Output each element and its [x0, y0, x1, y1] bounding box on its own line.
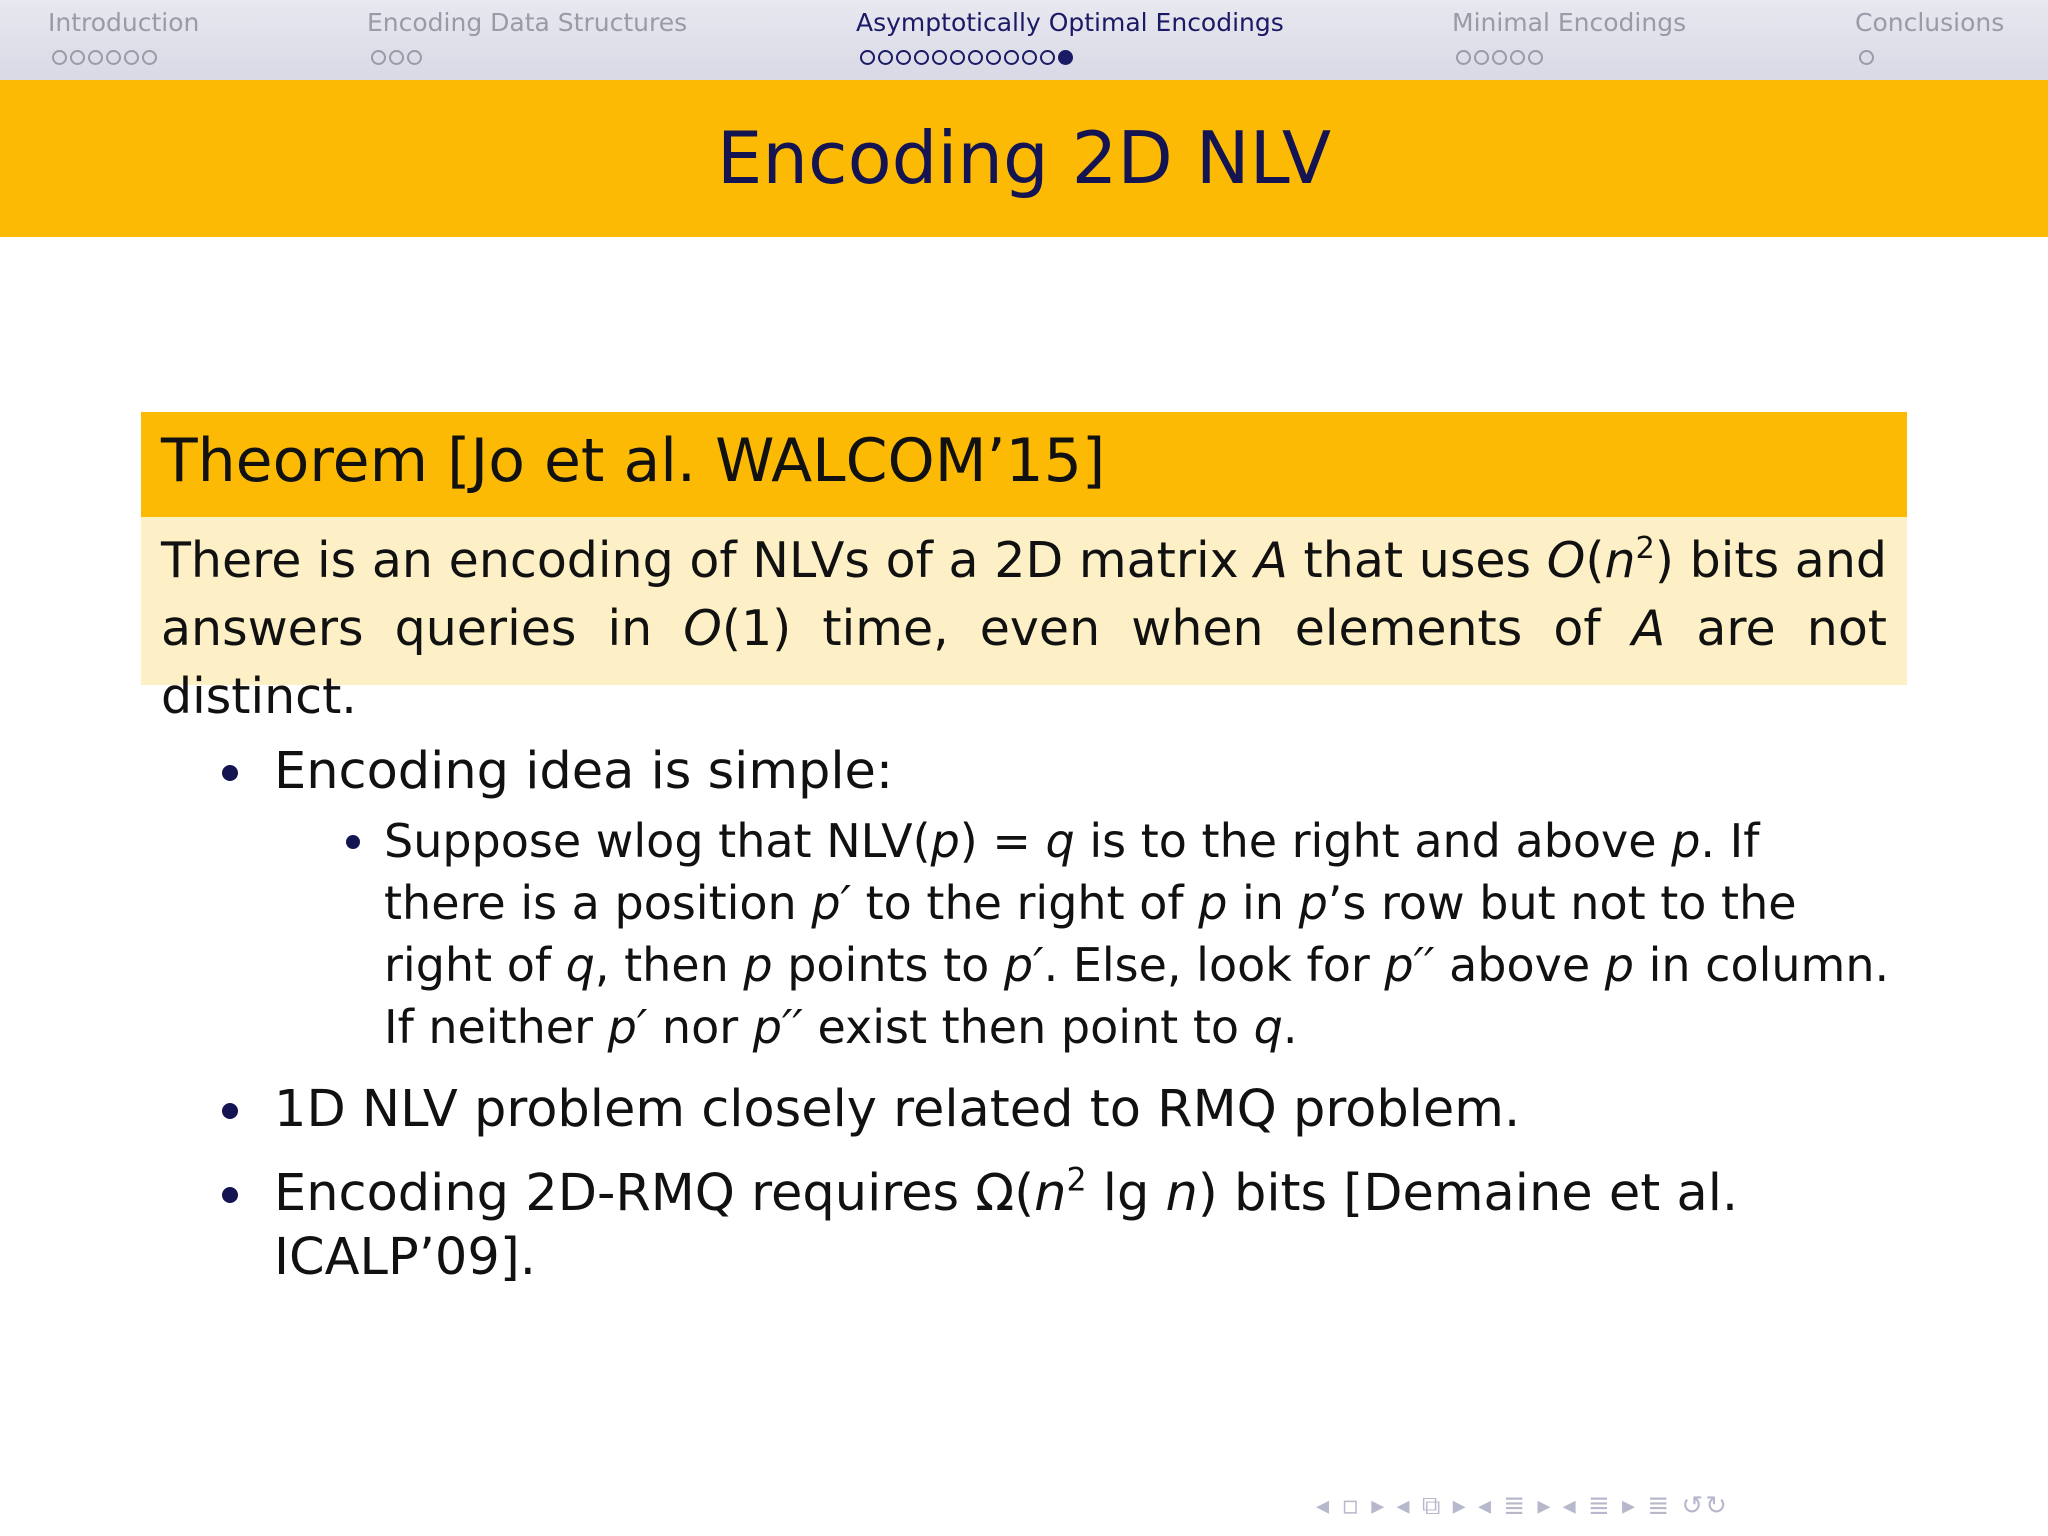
nav-dot[interactable]: [986, 50, 1001, 65]
nav-section-minimal-encodings[interactable]: Minimal Encodings: [1452, 8, 1687, 37]
nav-dots-introduction[interactable]: [52, 50, 157, 65]
bullet-1d-nlv-rmq: 1D NLV problem closely related to RMQ problem.: [212, 1078, 1892, 1142]
nav-dot[interactable]: [1510, 50, 1525, 65]
nav-dot[interactable]: [142, 50, 157, 65]
nav-dots-conclusions[interactable]: [1859, 50, 1874, 65]
nav-dot[interactable]: [932, 50, 947, 65]
nav-dot[interactable]: [407, 50, 422, 65]
nav-dot[interactable]: [371, 50, 386, 65]
nav-dots-minimal-encodings[interactable]: [1456, 50, 1543, 65]
nav-dot[interactable]: [914, 50, 929, 65]
nav-dot[interactable]: [860, 50, 875, 65]
nav-dots-encoding-data-structures[interactable]: [371, 50, 422, 65]
nav-dot[interactable]: [968, 50, 983, 65]
nav-dot[interactable]: [896, 50, 911, 65]
nav-dot-current[interactable]: [1058, 50, 1073, 65]
nav-dot[interactable]: [1474, 50, 1489, 65]
nav-dot[interactable]: [878, 50, 893, 65]
theorem-body: There is an encoding of NLVs of a 2D matrix A that uses $O(n^2)$ bits and answers queries in O(1) time, even when elements of A are not distinct.: [141, 517, 1907, 685]
nav-dot[interactable]: [950, 50, 965, 65]
bullet-encoding-idea: Encoding idea is simple:: [212, 740, 1892, 804]
nav-dot[interactable]: [70, 50, 85, 65]
theorem-block: [141, 412, 1907, 725]
bullet-list: [212, 740, 1892, 1290]
nav-dots-asymptotically-optimal-encodings[interactable]: [860, 50, 1073, 65]
theorem-heading: Theorem [Jo et al. WALCOM’15]: [141, 412, 1907, 517]
nav-section-introduction[interactable]: Introduction: [48, 8, 200, 37]
nav-dot[interactable]: [1859, 50, 1874, 65]
nav-dot[interactable]: [1022, 50, 1037, 65]
nav-section-asymptotically-optimal-encodings[interactable]: Asymptotically Optimal Encodings: [856, 8, 1284, 37]
nav-dot[interactable]: [389, 50, 404, 65]
nav-section-conclusions[interactable]: Conclusions: [1855, 8, 2005, 37]
nav-dot[interactable]: [88, 50, 103, 65]
section-navigation-bar: [0, 0, 2048, 80]
nav-dot[interactable]: [106, 50, 121, 65]
nav-dot[interactable]: [52, 50, 67, 65]
nav-dot[interactable]: [1492, 50, 1507, 65]
sub-bullet-encoding-rule: Suppose wlog that NLV(p) = q is to the right and above p. If there is a position p′ to the right of p in p’s row but not to the right of q, then p points to p′. Else, look for p′′ above p in column. If neither p′ nor p′′ exist then point to q.: [322, 810, 1892, 1058]
bullet-2d-rmq-bound: Encoding 2D-RMQ requires $\Omega(n^2$ lg n) bits [Demaine et al. ICALP’09].: [212, 1162, 1892, 1290]
beamer-navigation-controls[interactable]: ◂ ▫ ▸ ◂ ⧉ ▸ ◂ ≣ ▸ ◂ ≣ ▸ ≣ ↺↻: [1316, 1491, 1729, 1521]
nav-section-encoding-data-structures[interactable]: Encoding Data Structures: [367, 8, 688, 37]
nav-dot[interactable]: [1456, 50, 1471, 65]
nav-dot[interactable]: [1004, 50, 1019, 65]
nav-dot[interactable]: [1528, 50, 1543, 65]
slide-title: Encoding 2D NLV: [716, 116, 1332, 200]
nav-dot[interactable]: [124, 50, 139, 65]
nav-dot[interactable]: [1040, 50, 1055, 65]
